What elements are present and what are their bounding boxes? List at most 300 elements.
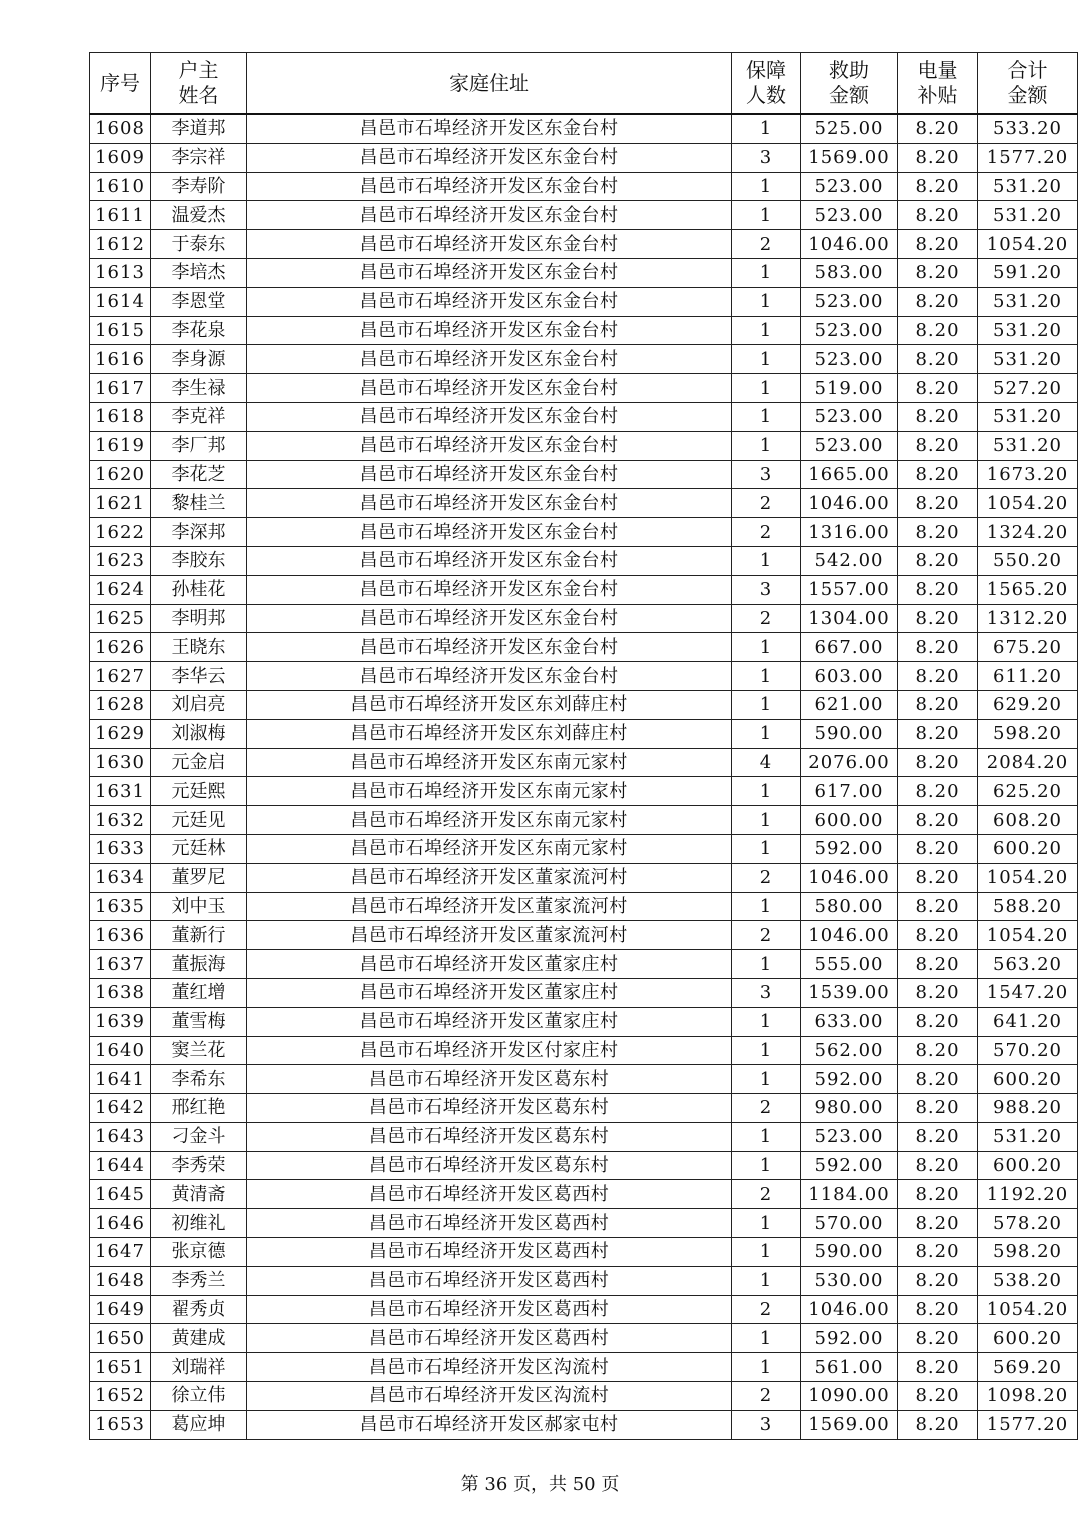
cell-householder-name: 初维礼 [151,1209,247,1238]
cell-power-subsidy: 8.20 [898,402,978,431]
cell-no: 1631 [90,777,151,806]
cell-householder-name: 李培杰 [151,258,247,287]
cell-total-amount: 629.20 [978,690,1078,719]
cell-persons: 1 [732,201,801,230]
cell-no: 1624 [90,575,151,604]
header-address: 家庭住址 [247,53,732,115]
header-name: 户主 姓名 [151,53,247,115]
cell-persons: 1 [732,172,801,201]
cell-persons: 1 [732,374,801,403]
cell-no: 1616 [90,345,151,374]
cell-aid-amount: 1539.00 [801,978,898,1007]
cell-address: 昌邑市石埠经济开发区东金台村 [247,662,732,691]
cell-householder-name: 李花芝 [151,460,247,489]
cell-householder-name: 李华云 [151,662,247,691]
cell-total-amount: 531.20 [978,431,1078,460]
cell-no: 1643 [90,1122,151,1151]
cell-total-amount: 563.20 [978,950,1078,979]
cell-aid-amount: 1557.00 [801,575,898,604]
cell-persons: 1 [732,892,801,921]
cell-householder-name: 李道邦 [151,114,247,143]
cell-total-amount: 570.20 [978,1036,1078,1065]
cell-no: 1627 [90,662,151,691]
table-row [90,662,1078,691]
cell-address: 昌邑市石埠经济开发区东金台村 [247,172,732,201]
cell-no: 1611 [90,201,151,230]
table-row [90,950,1078,979]
table-row [90,978,1078,1007]
cell-total-amount: 598.20 [978,719,1078,748]
cell-no: 1646 [90,1209,151,1238]
table-header [90,53,1078,115]
table-row [90,834,1078,863]
cell-total-amount: 527.20 [978,374,1078,403]
table-row [90,489,1078,518]
header-persons: 保障 人数 [732,53,801,115]
cell-total-amount: 1565.20 [978,575,1078,604]
cell-persons: 2 [732,863,801,892]
cell-householder-name: 黎桂兰 [151,489,247,518]
table-row [90,1151,1078,1180]
cell-total-amount: 988.20 [978,1094,1078,1123]
cell-no: 1638 [90,978,151,1007]
cell-address: 昌邑市石埠经济开发区东金台村 [247,201,732,230]
table-row [90,201,1078,230]
cell-persons: 4 [732,748,801,777]
cell-address: 昌邑市石埠经济开发区葛西村 [247,1180,732,1209]
cell-address: 昌邑市石埠经济开发区董家庄村 [247,978,732,1007]
cell-total-amount: 1054.20 [978,921,1078,950]
cell-persons: 1 [732,316,801,345]
cell-power-subsidy: 8.20 [898,1151,978,1180]
cell-total-amount: 1673.20 [978,460,1078,489]
cell-total-amount: 600.20 [978,834,1078,863]
cell-householder-name: 董红增 [151,978,247,1007]
cell-householder-name: 孙桂花 [151,575,247,604]
cell-total-amount: 569.20 [978,1353,1078,1382]
cell-aid-amount: 1569.00 [801,1410,898,1439]
cell-persons: 2 [732,1180,801,1209]
cell-power-subsidy: 8.20 [898,1094,978,1123]
cell-aid-amount: 1046.00 [801,1295,898,1324]
cell-aid-amount: 1304.00 [801,604,898,633]
cell-householder-name: 董振海 [151,950,247,979]
cell-power-subsidy: 8.20 [898,748,978,777]
cell-aid-amount: 523.00 [801,316,898,345]
cell-no: 1640 [90,1036,151,1065]
cell-aid-amount: 523.00 [801,345,898,374]
cell-householder-name: 葛应坤 [151,1410,247,1439]
cell-aid-amount: 1046.00 [801,489,898,518]
cell-persons: 1 [732,1065,801,1094]
cell-persons: 1 [732,1151,801,1180]
table-row [90,719,1078,748]
cell-no: 1615 [90,316,151,345]
cell-aid-amount: 555.00 [801,950,898,979]
cell-power-subsidy: 8.20 [898,834,978,863]
cell-householder-name: 于泰东 [151,230,247,259]
cell-householder-name: 元廷林 [151,834,247,863]
cell-householder-name: 刁金斗 [151,1122,247,1151]
cell-total-amount: 1577.20 [978,143,1078,172]
cell-persons: 2 [732,489,801,518]
cell-total-amount: 1098.20 [978,1382,1078,1411]
cell-total-amount: 625.20 [978,777,1078,806]
cell-no: 1609 [90,143,151,172]
cell-no: 1628 [90,690,151,719]
cell-power-subsidy: 8.20 [898,1382,978,1411]
cell-householder-name: 徐立伟 [151,1382,247,1411]
table-row [90,114,1078,143]
table-row [90,1410,1078,1439]
cell-aid-amount: 1316.00 [801,518,898,547]
cell-total-amount: 1577.20 [978,1410,1078,1439]
table-row [90,431,1078,460]
cell-power-subsidy: 8.20 [898,921,978,950]
cell-no: 1629 [90,719,151,748]
cell-householder-name: 黄清斋 [151,1180,247,1209]
cell-total-amount: 1054.20 [978,1295,1078,1324]
cell-householder-name: 李明邦 [151,604,247,633]
cell-aid-amount: 592.00 [801,834,898,863]
cell-no: 1641 [90,1065,151,1094]
cell-householder-name: 李生禄 [151,374,247,403]
table-row [90,1295,1078,1324]
cell-power-subsidy: 8.20 [898,662,978,691]
cell-total-amount: 1192.20 [978,1180,1078,1209]
cell-aid-amount: 600.00 [801,806,898,835]
cell-householder-name: 董罗尼 [151,863,247,892]
cell-persons: 1 [732,719,801,748]
cell-no: 1653 [90,1410,151,1439]
cell-householder-name: 董雪梅 [151,1007,247,1036]
table-row [90,892,1078,921]
table-row [90,1209,1078,1238]
table-row [90,1094,1078,1123]
cell-no: 1639 [90,1007,151,1036]
cell-householder-name: 刘启亮 [151,690,247,719]
cell-householder-name: 元金启 [151,748,247,777]
cell-persons: 2 [732,1094,801,1123]
cell-aid-amount: 519.00 [801,374,898,403]
table-row [90,1065,1078,1094]
table-row [90,575,1078,604]
cell-householder-name: 李希东 [151,1065,247,1094]
cell-address: 昌邑市石埠经济开发区葛东村 [247,1094,732,1123]
cell-power-subsidy: 8.20 [898,950,978,979]
table-row [90,633,1078,662]
cell-address: 昌邑市石埠经济开发区东金台村 [247,374,732,403]
cell-power-subsidy: 8.20 [898,719,978,748]
cell-total-amount: 600.20 [978,1065,1078,1094]
cell-no: 1648 [90,1266,151,1295]
cell-total-amount: 531.20 [978,402,1078,431]
cell-address: 昌邑市石埠经济开发区葛西村 [247,1324,732,1353]
cell-persons: 1 [732,950,801,979]
table-row [90,287,1078,316]
cell-aid-amount: 667.00 [801,633,898,662]
cell-persons: 2 [732,1295,801,1324]
table-row [90,143,1078,172]
cell-householder-name: 刘淑梅 [151,719,247,748]
cell-total-amount: 641.20 [978,1007,1078,1036]
table-row [90,806,1078,835]
cell-aid-amount: 592.00 [801,1065,898,1094]
cell-address: 昌邑市石埠经济开发区郝家屯村 [247,1410,732,1439]
cell-no: 1618 [90,402,151,431]
cell-total-amount: 608.20 [978,806,1078,835]
cell-persons: 1 [732,258,801,287]
cell-total-amount: 600.20 [978,1324,1078,1353]
cell-power-subsidy: 8.20 [898,1007,978,1036]
cell-power-subsidy: 8.20 [898,1209,978,1238]
cell-no: 1623 [90,546,151,575]
cell-total-amount: 588.20 [978,892,1078,921]
cell-persons: 1 [732,1122,801,1151]
page-footer: 第 36 页，共 50 页 [460,1474,620,1495]
cell-address: 昌邑市石埠经济开发区东金台村 [247,316,732,345]
cell-address: 昌邑市石埠经济开发区董家庄村 [247,950,732,979]
table-row [90,316,1078,345]
cell-power-subsidy: 8.20 [898,863,978,892]
table-row [90,690,1078,719]
cell-address: 昌邑市石埠经济开发区董家庄村 [247,1007,732,1036]
cell-no: 1619 [90,431,151,460]
cell-total-amount: 1054.20 [978,863,1078,892]
cell-address: 昌邑市石埠经济开发区东金台村 [247,460,732,489]
table-row [90,1122,1078,1151]
cell-persons: 3 [732,1410,801,1439]
cell-no: 1645 [90,1180,151,1209]
cell-address: 昌邑市石埠经济开发区董家流河村 [247,921,732,950]
cell-total-amount: 550.20 [978,546,1078,575]
cell-total-amount: 578.20 [978,1209,1078,1238]
relief-table [89,52,1078,1440]
cell-total-amount: 531.20 [978,172,1078,201]
cell-persons: 1 [732,287,801,316]
cell-address: 昌邑市石埠经济开发区东金台村 [247,518,732,547]
cell-householder-name: 李厂邦 [151,431,247,460]
cell-address: 昌邑市石埠经济开发区董家流河村 [247,892,732,921]
cell-total-amount: 531.20 [978,201,1078,230]
cell-persons: 2 [732,604,801,633]
cell-no: 1634 [90,863,151,892]
cell-persons: 1 [732,662,801,691]
cell-aid-amount: 603.00 [801,662,898,691]
table-row [90,345,1078,374]
cell-total-amount: 591.20 [978,258,1078,287]
cell-address: 昌邑市石埠经济开发区葛西村 [247,1209,732,1238]
cell-no: 1650 [90,1324,151,1353]
cell-address: 昌邑市石埠经济开发区东金台村 [247,258,732,287]
table-row [90,1238,1078,1267]
table-row [90,1324,1078,1353]
cell-power-subsidy: 8.20 [898,460,978,489]
cell-no: 1632 [90,806,151,835]
table-row [90,1007,1078,1036]
table-body [90,114,1078,1439]
cell-address: 昌邑市石埠经济开发区东金台村 [247,431,732,460]
cell-persons: 1 [732,345,801,374]
header-total-amount: 合计 金额 [978,53,1078,115]
table-row [90,921,1078,950]
cell-householder-name: 李寿阶 [151,172,247,201]
cell-aid-amount: 583.00 [801,258,898,287]
cell-address: 昌邑市石埠经济开发区东金台村 [247,633,732,662]
cell-power-subsidy: 8.20 [898,1324,978,1353]
cell-power-subsidy: 8.20 [898,1410,978,1439]
table-row [90,172,1078,201]
table-row [90,374,1078,403]
cell-persons: 1 [732,1036,801,1065]
cell-no: 1622 [90,518,151,547]
cell-address: 昌邑市石埠经济开发区董家流河村 [247,863,732,892]
cell-no: 1617 [90,374,151,403]
cell-aid-amount: 592.00 [801,1324,898,1353]
cell-no: 1633 [90,834,151,863]
cell-total-amount: 600.20 [978,1151,1078,1180]
cell-aid-amount: 1665.00 [801,460,898,489]
cell-persons: 1 [732,1007,801,1036]
cell-aid-amount: 523.00 [801,172,898,201]
cell-aid-amount: 580.00 [801,892,898,921]
cell-power-subsidy: 8.20 [898,806,978,835]
cell-power-subsidy: 8.20 [898,690,978,719]
cell-persons: 3 [732,575,801,604]
cell-total-amount: 1054.20 [978,230,1078,259]
table-row [90,1036,1078,1065]
cell-total-amount: 531.20 [978,345,1078,374]
cell-persons: 1 [732,1353,801,1382]
cell-householder-name: 董新行 [151,921,247,950]
cell-no: 1610 [90,172,151,201]
cell-aid-amount: 590.00 [801,719,898,748]
cell-power-subsidy: 8.20 [898,201,978,230]
cell-no: 1614 [90,287,151,316]
cell-aid-amount: 542.00 [801,546,898,575]
cell-householder-name: 李克祥 [151,402,247,431]
cell-aid-amount: 523.00 [801,402,898,431]
cell-total-amount: 1054.20 [978,489,1078,518]
cell-aid-amount: 570.00 [801,1209,898,1238]
cell-address: 昌邑市石埠经济开发区东南元家村 [247,806,732,835]
cell-persons: 1 [732,1266,801,1295]
header-aid-amount: 救助 金额 [801,53,898,115]
table-row [90,1353,1078,1382]
cell-power-subsidy: 8.20 [898,1353,978,1382]
cell-total-amount: 1312.20 [978,604,1078,633]
cell-persons: 1 [732,834,801,863]
table-row [90,604,1078,633]
cell-householder-name: 李恩堂 [151,287,247,316]
cell-address: 昌邑市石埠经济开发区沟流村 [247,1353,732,1382]
cell-total-amount: 531.20 [978,1122,1078,1151]
cell-power-subsidy: 8.20 [898,316,978,345]
cell-no: 1649 [90,1295,151,1324]
cell-householder-name: 刘中玉 [151,892,247,921]
cell-aid-amount: 1184.00 [801,1180,898,1209]
cell-address: 昌邑市石埠经济开发区东刘薛庄村 [247,690,732,719]
cell-power-subsidy: 8.20 [898,258,978,287]
cell-householder-name: 李花泉 [151,316,247,345]
table-row [90,1382,1078,1411]
cell-power-subsidy: 8.20 [898,1036,978,1065]
cell-householder-name: 刘瑞祥 [151,1353,247,1382]
cell-address: 昌邑市石埠经济开发区东金台村 [247,402,732,431]
cell-power-subsidy: 8.20 [898,546,978,575]
cell-no: 1651 [90,1353,151,1382]
cell-persons: 1 [732,1209,801,1238]
cell-total-amount: 598.20 [978,1238,1078,1267]
cell-power-subsidy: 8.20 [898,1266,978,1295]
cell-persons: 3 [732,143,801,172]
cell-power-subsidy: 8.20 [898,633,978,662]
cell-power-subsidy: 8.20 [898,1295,978,1324]
cell-aid-amount: 1046.00 [801,921,898,950]
cell-aid-amount: 633.00 [801,1007,898,1036]
cell-no: 1636 [90,921,151,950]
cell-aid-amount: 562.00 [801,1036,898,1065]
cell-householder-name: 李深邦 [151,518,247,547]
cell-persons: 2 [732,230,801,259]
cell-total-amount: 675.20 [978,633,1078,662]
cell-total-amount: 2084.20 [978,748,1078,777]
cell-power-subsidy: 8.20 [898,374,978,403]
cell-aid-amount: 1046.00 [801,863,898,892]
cell-householder-name: 温爱杰 [151,201,247,230]
cell-persons: 2 [732,921,801,950]
cell-householder-name: 黄建成 [151,1324,247,1353]
cell-householder-name: 李胶东 [151,546,247,575]
cell-persons: 1 [732,1324,801,1353]
cell-aid-amount: 592.00 [801,1151,898,1180]
cell-householder-name: 李秀兰 [151,1266,247,1295]
cell-address: 昌邑市石埠经济开发区东金台村 [247,114,732,143]
cell-aid-amount: 1090.00 [801,1382,898,1411]
cell-householder-name: 王晓东 [151,633,247,662]
cell-aid-amount: 561.00 [801,1353,898,1382]
cell-persons: 1 [732,777,801,806]
cell-power-subsidy: 8.20 [898,1122,978,1151]
cell-power-subsidy: 8.20 [898,230,978,259]
cell-address: 昌邑市石埠经济开发区葛西村 [247,1238,732,1267]
cell-address: 昌邑市石埠经济开发区东南元家村 [247,777,732,806]
cell-aid-amount: 523.00 [801,287,898,316]
cell-no: 1608 [90,114,151,143]
cell-persons: 3 [732,460,801,489]
cell-no: 1621 [90,489,151,518]
cell-power-subsidy: 8.20 [898,978,978,1007]
table-row [90,1266,1078,1295]
table-row [90,748,1078,777]
cell-address: 昌邑市石埠经济开发区东金台村 [247,489,732,518]
cell-address: 昌邑市石埠经济开发区东南元家村 [247,748,732,777]
cell-aid-amount: 590.00 [801,1238,898,1267]
cell-persons: 2 [732,1382,801,1411]
cell-householder-name: 李秀荣 [151,1151,247,1180]
cell-address: 昌邑市石埠经济开发区东金台村 [247,143,732,172]
table-row [90,777,1078,806]
cell-power-subsidy: 8.20 [898,287,978,316]
cell-persons: 1 [732,546,801,575]
cell-power-subsidy: 8.20 [898,431,978,460]
cell-total-amount: 611.20 [978,662,1078,691]
cell-persons: 1 [732,1238,801,1267]
table-row [90,518,1078,547]
cell-no: 1620 [90,460,151,489]
cell-householder-name: 窦兰花 [151,1036,247,1065]
cell-aid-amount: 525.00 [801,114,898,143]
